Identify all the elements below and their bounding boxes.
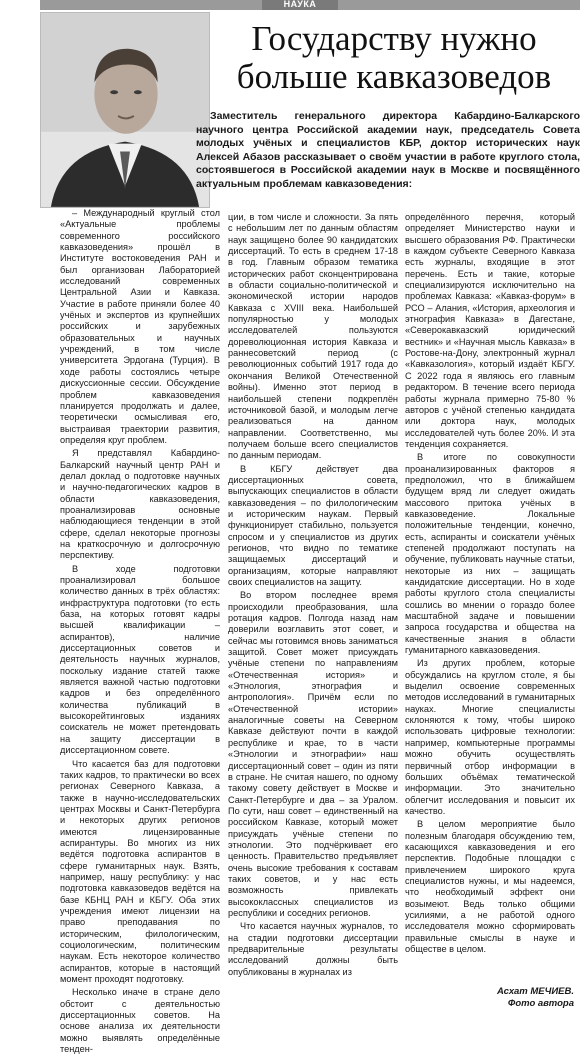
paragraph: В КБГУ действует два диссертационных совета, выпускающих специалистов в области кавказоведения – по филологическим и историческим наукам. Первый функционирует стабильно, пользуется спросом и у специалистов из других регионов, что видно по тематике защищаемых диссертаций и организациям, которые направляют своих специалистов на защиту. bbox=[228, 463, 398, 587]
text-column-1 bbox=[60, 208, 220, 1055]
paragraph: В ходе подготовки проанализировал большое количество данных в трёх областях: инфраструктура подготовки (то есть база, на которых готовят кадры высшей квалификации – аспирантов), наличие диссертационных советов и деятельность научных журналов, поскольку издание статей также является важной частью подготовки кадров и без определённого количества публикаций в высокорейтинговых изданиях соискатель не может претендовать на защиту диссертации в диссертационном совете. bbox=[60, 563, 220, 756]
portrait-image bbox=[41, 13, 209, 207]
paragraph: – Международный круглый стол «Актуальные проблемы современного российского кавказоведения» прошёл в Институте востоковедения РАН и был организован Лабораторией исследований современных Центральной Азии и Кавказа. Участие в работе приняли более 40 учёных и экспертов из крупнейших российских и зарубежных образовательных и научных учреждений, в том числе университета Эрдогана (Турция). В ходе работы состоялись четыре дискуссионные сессии. Обсуждение проблем кавказоведения планируется продолжать и далее, теоретически осмысливая его, выстраивая траектории развития, определяя круг проблем. bbox=[60, 208, 220, 445]
paragraph: Что касается баз для подготовки таких кадров, то практически во всех регионах Северного Кавказа, а также в научно-исследовательских центрах Москвы и Санкт-Петербурга и некоторых других регионов имеются лицензированные аспирантуры. Во многих из них ведётся подготовка аспирантов в сфере гуманитарных наук. Взять, например, нашу республику: у нас подготовка кавказоведов ведётся на базе КБНЦ РАН и КБГУ. Оба этих учреждения имеют лицензии на право преподавания по историческим, филологическим, социологическим, политическим наукам. Есть некоторое количество аспирантов, которые в настоящий момент проходят подготовку. bbox=[60, 758, 220, 985]
text-column-3 bbox=[405, 212, 575, 982]
paragraph: Из других проблем, которые обсуждались на круглом столе, я бы выделил освоение современных методов исследований в гуманитарных науках. Многие специалисты склоняются к тому, чтобы широко использовать цифровые технологии: например, компьютерные программы можно обучить осуществлять первичный отбор информации в больших объёмах тематической информации. Это значительно облегчит исследования и повысит их качество. bbox=[405, 658, 575, 816]
article-headline: Государству нужно больше кавказоведов bbox=[236, 19, 552, 96]
author-photo bbox=[40, 12, 210, 208]
paragraph: определённого перечня, который определяет Министерство науки и высшего образования РФ. Практически в каждом субъекте Северного Кавказа есть журналы, входящие в этот перечень. Есть и такие, которые специализируются исключительно на проблемах Кавказа: «Кавказ-форум» в РСО – Алания, «История, археология и этнография Кавказа» в Дагестане, «Северокавказский юридический вестник» и «Научная мысль Кавказа» в Ростове-на-Дону, электронный журнал «Кавказология», который издаёт КБГУ. С 2022 года я являюсь его главным редактором. В течение всего периода работы журнала примерно 75-80 % авторов с учёной степенью кандидата или доктора наук, молодых исследователей чуть более 20%. И эта тенденция сохраняется. bbox=[405, 212, 575, 449]
paragraph: В целом мероприятие было полезным благодаря обсуждению тем, касающихся кавказоведения и его перспектив. Подобные площадки с привлечением широкого круга специалистов нужны, и мы надеемся, что необходимый эффект они возымеют. Ведь только общими усилиями, а не работой одного исследователя можно сформировать правильные смыслы в науке и обществе в целом. bbox=[405, 819, 575, 954]
author-name: Асхат МЕЧИЕВ. bbox=[497, 986, 574, 997]
byline bbox=[497, 986, 574, 1009]
paragraph: Что касается научных журналов, то на стадии подготовки диссертации предварительные результаты исследований должны быть опубликованы в журналах из bbox=[228, 921, 398, 977]
paragraph: В итоге по совокупности проанализированных факторов я предположил, что в ближайшем будущем вряд ли следует ожидать массового притока учёных в кавказоведение. Локальные положительные тенденции, конечно, есть, аспиранты и соискатели учёных степеней продолжают поступать на обучение, публиковать научные статьи, некоторые из них – защищать кандидатские диссертации. Но в ходе работы круглого стола специалисты сошлись во мнении о гораздо более масштабной задаче и повышении запроса государства и общества на качественные знания в области гуманитарного кавказоведения. bbox=[405, 452, 575, 656]
photo-credit: Фото автора bbox=[507, 997, 574, 1009]
paragraph: Я представлял Кабардино-Балкарский научный центр РАН и делал доклад о подготовке научных и научно-педагогических кадров в области кавказоведения, проанализировав основные наблюдающиеся тенденции в этой сфере, сделал некоторые прогнозы на краткосрочную и долгосрочную перспективу. bbox=[60, 448, 220, 561]
paragraph: Во втором последнее время происходили преобразования, шла ротация кадров. Полгода назад нам доверили возглавить этот совет, и сейчас мы готовимся вновь заниматься защитой. Совет может присуждать учёные степени по направлениям «Отечественная история» и «Этнология, этнография и антропология». Причём если по «Отечественной истории» аналогичные советы на Северном Кавказе действуют почти в каждой республике и крае, то в части «Этнологии и этнографии» наш диссертационный совет – один из пяти в стране. Не считая нашего, по одному такому совету действует в Москве и Санкт-Петербурге и два – за Уралом. По сути, наш совет – единственный на российском Кавказе, который может присуждать учёные степени по этнологии. Это подчёркивает его ценность. Правительство предъявляет очень высокие требования к составам таких советов, и у нас есть возможность привлекать высококлассных специалистов из республики и соседних регионов. bbox=[228, 590, 398, 918]
text-column-2 bbox=[228, 212, 398, 1014]
article-lead: Заместитель генерального директора Кабардино-Балкарского научного центра Российской академии наук, председатель Совета молодых учёных и специалистов КБР, доктор исторических наук Алексей Абазов рассказывает о своём участии в работе круглого стола, состоявшегося в Российской академии наук в Москве и посвящённого актуальным проблемам кавказоведения: bbox=[196, 110, 580, 190]
rubric-label: НАУКА bbox=[262, 0, 338, 10]
paragraph: ции, в том числе и сложности. За пять с небольшим лет по данным областям наук защищено более 90 кандидатских диссертаций. То есть в среднем 17-18 в год. Главным образом тематика исторических работ сконцентрирована в области социально-политической и экономической истории народов Кавказа с XVIII века. Наибольшей популярностью у молодых исследователей пользуются дореволюционная история Кавказа и раннесоветский период (с революционных событий 1917 года до окончания Великой Отечественной войны). Именно этот период в наибольшей степени подкреплён источниковой базой, и молодым легче реализоваться на данном направлении. Соответственно, мы получаем больше всего специалистов по данным периодам. bbox=[228, 212, 398, 461]
paragraph: Несколько иначе в стране дело обстоит с деятельностью диссертационных советов. На основе анализа их деятельности можно выявлять определённые тенден- bbox=[60, 987, 220, 1055]
